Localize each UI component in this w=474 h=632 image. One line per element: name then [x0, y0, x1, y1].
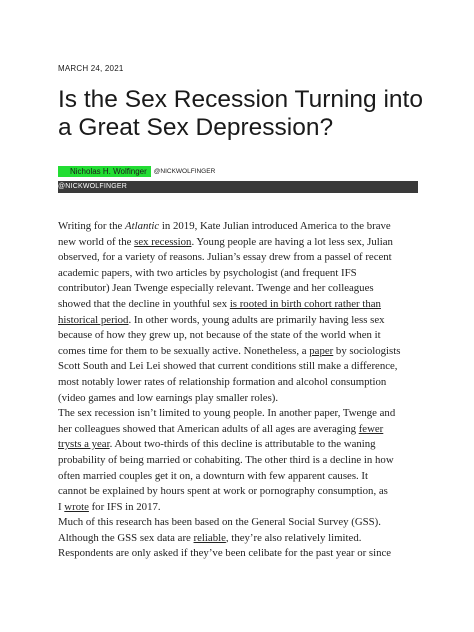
text-line	[58, 235, 430, 251]
link-sex-recession[interactable]: sex recession	[134, 235, 192, 248]
text-line: probability of being married or cohabiting. The other third is a decline in how	[58, 453, 394, 466]
text-span: I	[58, 500, 65, 513]
author-name[interactable]: Nicholas H. Wolfinger	[58, 166, 151, 177]
link-fewer-trysts-cont[interactable]: trysts a year	[58, 438, 110, 451]
paragraph-1	[58, 219, 430, 406]
text-span: Although the GSS sex data are	[58, 531, 194, 544]
text-span: new world of the	[58, 235, 135, 248]
text-line: contributor) Jean Twenge especially relevant. Twenge and her colleagues	[58, 282, 374, 295]
author-handle[interactable]: @NICKWOLFINGER	[153, 168, 216, 175]
text-line: (video games and low earnings play smaller roles).	[58, 391, 279, 404]
text-line: most notably lower rates of relationship formation and alcohol consumption	[58, 375, 387, 388]
text-span: comes time for them to be sexually active. Nonetheless, a	[58, 344, 310, 357]
text-line	[58, 437, 430, 453]
text-line: The sex recession isn’t limited to young people. In another paper, Twenge and	[58, 407, 396, 420]
paragraph-2	[58, 406, 430, 515]
link-fewer-trysts[interactable]: fewer	[358, 422, 384, 435]
link-historical-period[interactable]: historical period	[58, 313, 129, 326]
byline	[58, 166, 215, 177]
text-span: . Young people are having a lot less sex, Julian	[191, 235, 393, 248]
link-wrote[interactable]: wrote	[64, 500, 89, 513]
article-date: MARCH 24, 2021	[58, 64, 124, 73]
text-line: Much of this research has been based on the General Social Survey (GSS).	[58, 516, 381, 529]
text-span: in 2019, Kate Julian introduced America to the brave	[159, 220, 391, 232]
text-span: . About two-thirds of this decline is attributable to the waning	[109, 438, 376, 451]
text-span: , they’re also relatively limited.	[225, 531, 362, 544]
text-line: cannot be explained by hours spent at work or pornography consumption, as	[58, 485, 388, 498]
article-title: Is the Sex Recession Turning into a Great Sex Depression?	[58, 86, 423, 141]
text-line: because of how they grew up, not because of the state of the world when it	[58, 329, 381, 342]
text-line	[58, 313, 430, 329]
article-body	[58, 219, 430, 562]
publication-name: Atlantic	[125, 220, 160, 232]
text-line: observed, for a variety of reasons. Julian’s essay drew from a passel of recent	[58, 251, 392, 264]
link-paper[interactable]: paper	[309, 344, 334, 357]
text-span: . In other words, young adults are primarily having less sex	[128, 313, 385, 326]
link-reliable[interactable]: reliable	[193, 531, 226, 544]
text-span: her colleagues showed that American adults of all ages are averaging	[58, 422, 359, 435]
text-line	[58, 344, 430, 360]
text-line	[58, 422, 430, 438]
text-line	[58, 500, 430, 516]
text-line	[58, 297, 430, 313]
author-bar	[58, 181, 418, 193]
text-line: often married couples get it on, a downturn with few apparent causes. It	[58, 469, 369, 482]
text-line	[58, 531, 430, 547]
text-span: by sociologists	[333, 344, 401, 357]
text-line: academic papers, with two articles by psychologist (and frequent IFS	[58, 266, 357, 279]
link-birth-cohort[interactable]: is rooted in birth cohort rather than	[229, 297, 381, 310]
text-span: showed that the decline in youthful sex	[58, 297, 230, 310]
text-span: for IFS in 2017.	[88, 500, 161, 513]
text-line: Respondents are only asked if they’ve been celibate for the past year or since	[58, 547, 392, 560]
text-line: Scott South and Lei Lei showed that current conditions still make a difference,	[58, 360, 398, 373]
text-line	[58, 219, 430, 235]
paragraph-3	[58, 515, 430, 562]
text-span: Writing for the	[58, 220, 126, 232]
author-bar-handle[interactable]: @NICKWOLFINGER	[58, 183, 128, 190]
